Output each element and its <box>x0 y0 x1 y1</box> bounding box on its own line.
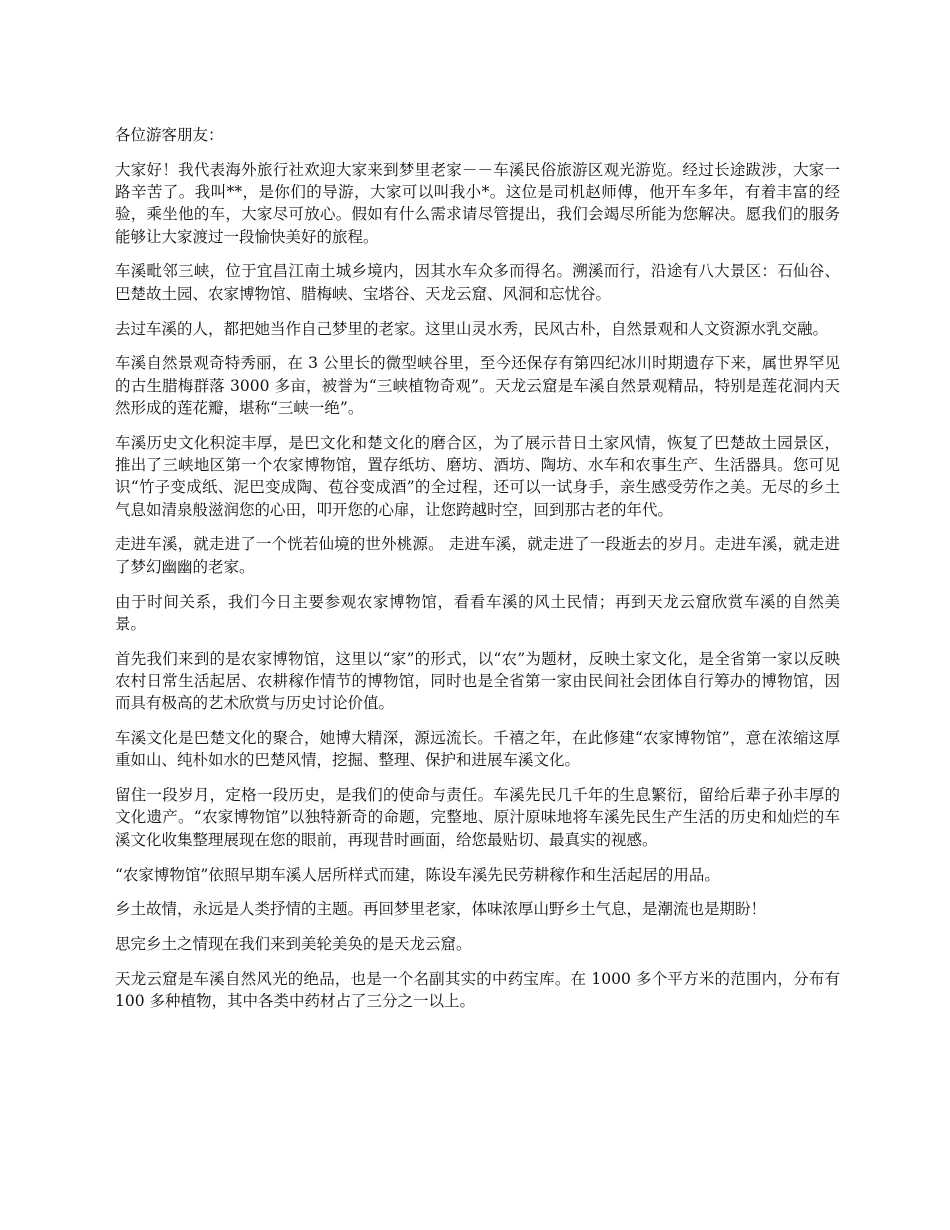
paragraph-14: 天龙云窟是车溪自然风光的绝品，也是一个名副其实的中药宝库。在 1000 多个平方米的范围内，分布有 100 多种植物，其中各类中药材占了三分之一以上。 <box>115 969 840 1011</box>
paragraph-7: 由于时间关系，我们今日主要参观农家博物馆，看看车溪的风土民情；再到天龙云窟欣赏车溪的自然美景。 <box>115 592 840 633</box>
paragraph-9: 车溪文化是巴楚文化的聚合，她博大精深，源远流长。千禧之年，在此修建“农家博物馆”，意在浓缩这厚重如山、纯朴如水的巴楚风情，挖掘、整理、保护和进展车溪文化。 <box>115 729 840 770</box>
paragraph-6: 走进车溪，就走进了一个恍若仙境的世外桃源。 走进车溪，就走进了一段逝去的岁月。走进车溪，就走进了梦幻幽幽的老家。 <box>115 535 840 576</box>
greeting: 各位游客朋友： <box>115 126 224 144</box>
paragraph-10: 留住一段岁月，定格一段历史，是我们的使命与责任。车溪先民几千年的生息繁衍，留给后辈子孙丰厚的文化遗产。“农家博物馆”以独特新奇的命题，完整地、原汁原味地将车溪先民生产生活的历史和灿烂的车溪文化收集整理展现在您的眼前，再现昔时画面，给您最贴切、最真实的视感。 <box>115 786 840 849</box>
paragraph-3: 去过车溪的人，都把她当作自己梦里的老家。这里山灵水秀，民风古朴，自然景观和人文资源水乳交融。 <box>115 319 829 338</box>
paragraph-12: 乡土故情，永远是人类抒情的主题。再回梦里老家，体味浓厚山野乡土气息，是潮流也是期盼！ <box>115 900 767 919</box>
paragraph-13: 思完乡土之情现在我们来到美轮美奂的是天龙云窟。 <box>115 935 472 954</box>
paragraph-1: 大家好！我代表海外旅行社欢迎大家来到梦里老家－－车溪民俗旅游区观光游览。经过长途跋涉，大家一路辛苦了。我叫**，是你们的导游，大家可以叫我小*。这位是司机赵师傅，他开车多年，有着丰富的经验，乘坐他的车，大家尽可放心。假如有什么需求请尽管提出，我们会竭尽所能为您解决。愿我们的服务能够让大家渡过一段愉快美好的旅程。 <box>115 160 840 246</box>
paragraph-4: 车溪自然景观奇特秀丽，在 3 公里长的微型峡谷里，至今还保存有第四纪冰川时期遗存下来，属世界罕见的古生腊梅群落 3000 多亩，被誉为“三峡植物奇观”。天龙云窟是车溪自然景观精品，特别是莲花洞内天然形成的莲花瓣，堪称“三峡一绝”。 <box>115 354 840 417</box>
paragraph-8: 首先我们来到的是农家博物馆，这里以“家”的形式，以“农”为题材，反映土家文化，是全省第一家以反映农村日常生活起居、农耕稼作情节的博物馆，同时也是全省第一家由民间社会团体自行筹办的博物馆，因而具有极高的艺术欣赏与历史讨论价值。 <box>115 649 840 713</box>
document-body <box>115 124 840 1025</box>
paragraph-5: 车溪历史文化积淀丰厚，是巴文化和楚文化的磨合区，为了展示昔日土家风情，恢复了巴楚故土园景区，推出了三峡地区第一个农家博物馆，置存纸坊、磨坊、酒坊、陶坊、水车和农事生产、生活器具。您可见识“竹子变成纸、泥巴变成陶、苞谷变成酒”的全过程，还可以一试身手，亲生感受劳作之美。无尽的乡土气息如清泉般滋润您的心田，叩开您的心扉，让您跨越时空，回到那古老的年代。 <box>115 433 840 519</box>
paragraph-2: 车溪毗邻三峡，位于宜昌江南土城乡境内，因其水车众多而得名。溯溪而行，沿途有八大景区：石仙谷、巴楚故土园、农家博物馆、腊梅峡、宝塔谷、天龙云窟、风洞和忘忧谷。 <box>115 262 840 303</box>
paragraph-11: “农家博物馆”依照早期车溪人居所样式而建，陈设车溪先民劳耕稼作和生活起居的用品。 <box>115 865 720 884</box>
